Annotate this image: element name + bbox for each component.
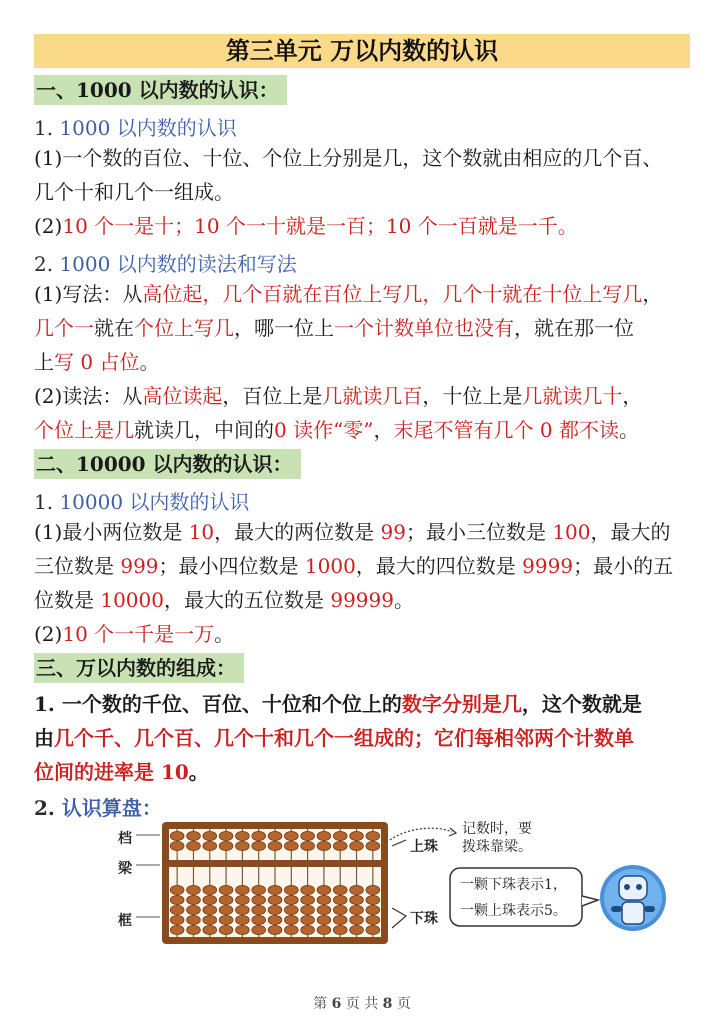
lower-bead <box>350 895 364 904</box>
writing-rule: (1)写法：从高位起，几个百就在百位上写几，几个十就在十位上写几， 几个一就在个位上写几，哪一位上一个计数单位也没有，就在那一位 上写 0 占位。 <box>34 282 663 374</box>
upper-bead <box>333 831 347 840</box>
lower-bead <box>284 915 298 924</box>
ten-thousand-fact: (2)10 个一千是一万。 <box>34 622 235 646</box>
lower-bead <box>170 885 184 894</box>
composition-paragraph: 1. 一个数的千位、百位、十位和个位上的数字分别是几，这个数就是 由几个千、几个百、几个十和几个一组成的；它们每相邻两个计数单 位间的进率是 10。 <box>34 692 642 784</box>
bubble-line1: 一颗下珠表示1， <box>460 877 567 893</box>
upper-bead <box>187 831 201 840</box>
upper-bead <box>170 841 184 850</box>
lower-bead <box>203 885 217 894</box>
lower-bead <box>268 915 282 924</box>
upper-bead <box>268 831 282 840</box>
lower-bead <box>203 895 217 904</box>
upper-bead <box>219 831 233 840</box>
lower-bead <box>317 885 331 894</box>
lower-bead <box>366 895 380 904</box>
section-heading-1: 一、1000 以内数的认识： <box>34 75 287 105</box>
upper-bead <box>219 841 233 850</box>
digit-facts: (1)最小两位数是 10，最大的两位数是 99；最小三位数是 100，最大的 三位数是 999；最小四位数是 1000，最大的四位数是 9999；最小的五 位数是 10000，最大的五位数是 99999。 <box>34 520 674 612</box>
upper-bead <box>252 841 266 850</box>
lower-bead <box>252 925 266 934</box>
abacus-note-line1: 记数时，要 <box>462 821 532 837</box>
lower-bead <box>301 905 315 914</box>
label-frame: 档 <box>118 831 132 847</box>
lower-bead <box>268 895 282 904</box>
section-heading-3: 三、万以内数的组成： <box>34 653 244 683</box>
lower-bead <box>350 915 364 924</box>
lower-bead <box>219 905 233 914</box>
lower-bead <box>317 895 331 904</box>
lower-bead <box>301 895 315 904</box>
lower-bead <box>333 895 347 904</box>
abacus-illustration <box>110 818 670 963</box>
lower-bead <box>219 885 233 894</box>
lower-bead <box>317 925 331 934</box>
lower-bead <box>284 925 298 934</box>
upper-bead <box>350 841 364 850</box>
lower-bead <box>203 925 217 934</box>
subheading-3-2: 2. 认识算盘： <box>34 796 162 820</box>
lower-bead <box>170 925 184 934</box>
lower-bead <box>333 905 347 914</box>
lower-bead <box>268 905 282 914</box>
lower-bead <box>350 885 364 894</box>
lower-bead <box>284 905 298 914</box>
lower-bead <box>236 915 250 924</box>
upper-bead <box>301 831 315 840</box>
lower-bead <box>236 905 250 914</box>
lower-bead <box>268 885 282 894</box>
lower-bead <box>284 885 298 894</box>
abacus-beam <box>162 860 388 867</box>
lower-bead <box>333 915 347 924</box>
lower-bead <box>252 895 266 904</box>
upper-bead <box>268 841 282 850</box>
upper-bead <box>236 841 250 850</box>
label-upper-bead: 上珠 <box>410 839 438 855</box>
paragraph-1-2: (2)10 个一是十；10 个一十就是一百；10 个一百就是一千。 <box>34 214 578 238</box>
lower-bead <box>187 915 201 924</box>
lower-bead <box>317 905 331 914</box>
lower-bead <box>170 915 184 924</box>
lower-bead <box>236 895 250 904</box>
lower-bead <box>219 895 233 904</box>
upper-bead <box>366 831 380 840</box>
subheading-2-1: 1. 10000 以内数的认识 <box>34 490 250 514</box>
lower-bead <box>366 915 380 924</box>
lower-bead <box>187 905 201 914</box>
lower-bead <box>203 915 217 924</box>
page-title: 第三单元 万以内数的认识 <box>34 34 690 68</box>
lower-bead <box>219 925 233 934</box>
upper-bead <box>366 841 380 850</box>
bubble-line2: 一颗上珠表示5。 <box>460 903 567 919</box>
upper-bead <box>284 841 298 850</box>
lower-bead <box>366 925 380 934</box>
lower-bead <box>350 905 364 914</box>
subheading-1-2: 2. 1000 以内数的读法和写法 <box>34 252 297 276</box>
reading-rule: (2)读法：从高位读起，百位上是几就读几百，十位上是几就读几十， 个位上是几就读几，中间的0 读作“零”，末尾不管有几个 0 都不读。 <box>34 384 643 442</box>
upper-bead <box>203 831 217 840</box>
upper-bead <box>317 841 331 850</box>
lower-bead <box>187 925 201 934</box>
lower-bead <box>301 925 315 934</box>
lower-bead <box>252 905 266 914</box>
lower-bead <box>170 895 184 904</box>
lower-bead <box>301 915 315 924</box>
page-footer: 第 6 页 共 8 页 <box>313 996 411 1012</box>
lower-bead <box>203 905 217 914</box>
lower-bead <box>333 925 347 934</box>
lower-bead <box>317 915 331 924</box>
section-heading-2: 二、10000 以内数的认识： <box>34 449 301 479</box>
label-beam: 梁 <box>118 861 132 877</box>
paragraph-1-1: (1)一个数的百位、十位、个位上分别是几，这个数就由相应的几个百、 几个十和几个一组成。 <box>34 146 663 204</box>
lower-bead <box>236 885 250 894</box>
upper-bead <box>203 841 217 850</box>
lower-bead <box>301 885 315 894</box>
lower-bead <box>284 895 298 904</box>
lower-bead <box>350 925 364 934</box>
subheading-1-1: 1. 1000 以内数的认识 <box>34 116 237 140</box>
upper-bead <box>333 841 347 850</box>
lower-bead <box>170 905 184 914</box>
abacus <box>110 818 670 963</box>
lower-bead <box>187 885 201 894</box>
page-number: 6 <box>331 996 342 1012</box>
label-frame-bottom: 框 <box>118 913 132 929</box>
lower-bead <box>219 915 233 924</box>
lower-bead <box>333 885 347 894</box>
upper-bead <box>350 831 364 840</box>
lower-bead <box>366 885 380 894</box>
page-total: 8 <box>382 996 393 1012</box>
lower-bead <box>187 895 201 904</box>
abacus-note-line2: 拨珠靠梁。 <box>462 839 532 855</box>
upper-bead <box>317 831 331 840</box>
lower-bead <box>268 925 282 934</box>
lower-bead <box>366 905 380 914</box>
upper-bead <box>236 831 250 840</box>
label-lower-bead: 下珠 <box>410 911 438 927</box>
lower-bead <box>252 885 266 894</box>
upper-bead <box>187 841 201 850</box>
upper-bead <box>170 831 184 840</box>
upper-bead <box>284 831 298 840</box>
lower-bead <box>236 925 250 934</box>
upper-bead <box>301 841 315 850</box>
lower-bead <box>252 915 266 924</box>
upper-bead <box>252 831 266 840</box>
